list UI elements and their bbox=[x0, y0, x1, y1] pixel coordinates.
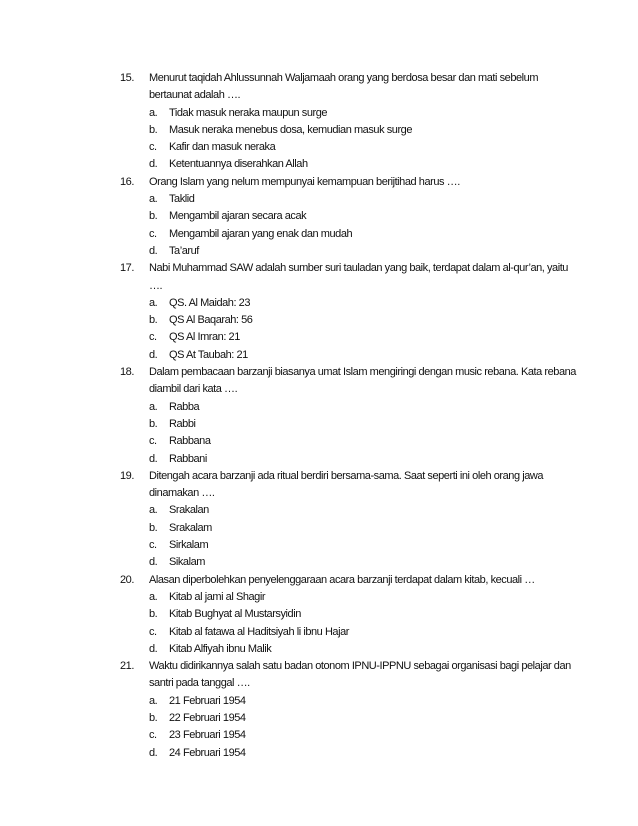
option-letter: c. bbox=[149, 331, 157, 344]
option-letter: a. bbox=[149, 590, 158, 603]
question-item bbox=[120, 364, 580, 468]
question-item bbox=[120, 260, 580, 364]
option-text: 24 Februari 1954 bbox=[169, 746, 246, 759]
option-letter: a. bbox=[149, 296, 158, 309]
option-list bbox=[149, 105, 580, 174]
option-letter: a. bbox=[149, 193, 158, 206]
option-item bbox=[149, 416, 580, 433]
option-letter: d. bbox=[149, 746, 158, 759]
option-letter: b. bbox=[149, 521, 158, 534]
option-item bbox=[149, 727, 580, 744]
option-item bbox=[149, 537, 580, 554]
option-letter: d. bbox=[149, 556, 158, 569]
option-item bbox=[149, 589, 580, 606]
option-text: Rabba bbox=[169, 400, 200, 413]
option-item bbox=[149, 191, 580, 208]
option-list bbox=[149, 295, 580, 364]
option-item bbox=[149, 226, 580, 243]
option-item bbox=[149, 208, 580, 225]
option-text: Masuk neraka menebus dosa, kemudian masuk surge bbox=[169, 123, 412, 136]
option-text: QS. Al Maidah: 23 bbox=[169, 296, 251, 309]
option-letter: a. bbox=[149, 694, 158, 707]
option-item bbox=[149, 451, 580, 468]
option-letter: b. bbox=[149, 711, 158, 724]
question-number: 20. bbox=[120, 573, 134, 586]
option-letter: c. bbox=[149, 435, 157, 448]
option-text: Taklid bbox=[169, 193, 195, 206]
option-letter: c. bbox=[149, 625, 157, 638]
question-number: 18. bbox=[120, 366, 134, 379]
option-text: Ta’aruf bbox=[169, 244, 199, 257]
question-number: 15. bbox=[120, 72, 134, 84]
option-text: 21 Februari 1954 bbox=[169, 694, 246, 707]
option-text: Kitab al fatawa al Haditsiyah li ibnu Hajar bbox=[169, 625, 349, 638]
option-item bbox=[149, 710, 580, 727]
option-letter: b. bbox=[149, 314, 158, 327]
question-number: 19. bbox=[120, 469, 134, 482]
option-item bbox=[149, 122, 580, 139]
option-item bbox=[149, 139, 580, 156]
option-item bbox=[149, 606, 580, 623]
question-list bbox=[120, 70, 580, 762]
option-item bbox=[149, 399, 580, 416]
option-letter: a. bbox=[149, 504, 158, 517]
option-text: Rabbana bbox=[169, 435, 211, 448]
option-letter: d. bbox=[149, 244, 158, 257]
option-letter: d. bbox=[149, 348, 158, 361]
option-text: Tidak masuk neraka maupun surge bbox=[169, 106, 328, 119]
option-letter: b. bbox=[149, 123, 158, 136]
option-item bbox=[149, 502, 580, 519]
option-text: Rabbani bbox=[169, 452, 207, 465]
option-item bbox=[149, 243, 580, 260]
option-list bbox=[149, 191, 580, 260]
option-letter: c. bbox=[149, 141, 157, 154]
option-text: Mengambil ajaran secara acak bbox=[169, 210, 307, 223]
question-item bbox=[120, 174, 580, 260]
question-item bbox=[120, 658, 580, 762]
option-text: Kafir dan masuk neraka bbox=[169, 141, 276, 154]
option-letter: b. bbox=[149, 417, 158, 430]
option-text: Sikalam bbox=[169, 556, 205, 569]
question-text: Ditengah acara barzanji ada ritual berdiri bersama-sama. Saat seperti ini oleh orang jawa dinamakan …. bbox=[149, 469, 544, 500]
question-text: Alasan diperbolehkan penyelenggaraan acara barzanji terdapat dalam kitab, kecuali … bbox=[149, 573, 535, 586]
question-text: Nabi Muhammad SAW adalah sumber suri tauladan yang baik, terdapat dalam al-qur’an, yaitu …. bbox=[149, 262, 568, 292]
option-text: Ketentuannya diserahkan Allah bbox=[169, 158, 308, 171]
option-letter: d. bbox=[149, 452, 158, 465]
question-number: 21. bbox=[120, 660, 134, 673]
question-text: Menurut taqidah Ahlussunnah Waljamaah orang yang berdosa besar dan mati sebelum bertaunat adalah …. bbox=[149, 72, 539, 102]
question-item bbox=[120, 468, 580, 572]
option-letter: c. bbox=[149, 539, 157, 552]
option-item bbox=[149, 347, 580, 364]
question-item bbox=[120, 70, 580, 174]
option-text: Sirkalam bbox=[169, 539, 209, 552]
option-text: Kitab Alfiyah ibnu Malik bbox=[169, 642, 272, 655]
option-letter: c. bbox=[149, 227, 157, 240]
option-letter: c. bbox=[149, 729, 157, 742]
option-item bbox=[149, 312, 580, 329]
option-item bbox=[149, 433, 580, 450]
option-text: Srakalam bbox=[169, 521, 212, 534]
option-text: 23 Februari 1954 bbox=[169, 729, 246, 742]
option-list bbox=[149, 502, 580, 571]
option-item bbox=[149, 520, 580, 537]
option-list bbox=[149, 693, 580, 762]
option-item bbox=[149, 329, 580, 346]
option-item bbox=[149, 745, 580, 762]
option-text: Rabbi bbox=[169, 417, 196, 430]
option-item bbox=[149, 105, 580, 122]
option-item bbox=[149, 693, 580, 710]
option-text: QS Al Imran: 21 bbox=[169, 331, 240, 344]
option-item bbox=[149, 295, 580, 312]
question-text: Dalam pembacaan barzanji biasanya umat Islam mengiringi dengan music rebana. Kata rebana diambil dari kata …. bbox=[149, 366, 576, 396]
option-list bbox=[149, 589, 580, 658]
question-number: 16. bbox=[120, 175, 134, 188]
option-text: QS Al Baqarah: 56 bbox=[169, 314, 253, 327]
option-letter: a. bbox=[149, 106, 158, 119]
question-number: 17. bbox=[120, 262, 134, 275]
option-text: 22 Februari 1954 bbox=[169, 711, 246, 724]
option-letter: a. bbox=[149, 400, 158, 413]
option-letter: d. bbox=[149, 642, 158, 655]
question-item bbox=[120, 572, 580, 658]
option-letter: d. bbox=[149, 158, 158, 171]
option-item bbox=[149, 554, 580, 571]
option-text: Mengambil ajaran yang enak dan mudah bbox=[169, 227, 353, 240]
option-letter: b. bbox=[149, 210, 158, 223]
question-text: Waktu didirikannya salah satu badan otonom IPNU-IPPNU sebagai organisasi bagi pelajar dan santri pada tanggal …. bbox=[149, 660, 571, 690]
question-text: Orang Islam yang nelum mempunyai kemampuan berijtihad harus …. bbox=[149, 175, 460, 188]
option-letter: b. bbox=[149, 608, 158, 621]
option-text: Srakalan bbox=[169, 504, 209, 517]
option-item bbox=[149, 641, 580, 658]
option-text: Kitab Bughyat al Mustarsyidin bbox=[169, 608, 301, 621]
option-item bbox=[149, 624, 580, 641]
option-list bbox=[149, 399, 580, 468]
option-item bbox=[149, 156, 580, 173]
option-text: QS At Taubah: 21 bbox=[169, 348, 248, 361]
option-text: Kitab al jami al Shagir bbox=[169, 590, 266, 603]
